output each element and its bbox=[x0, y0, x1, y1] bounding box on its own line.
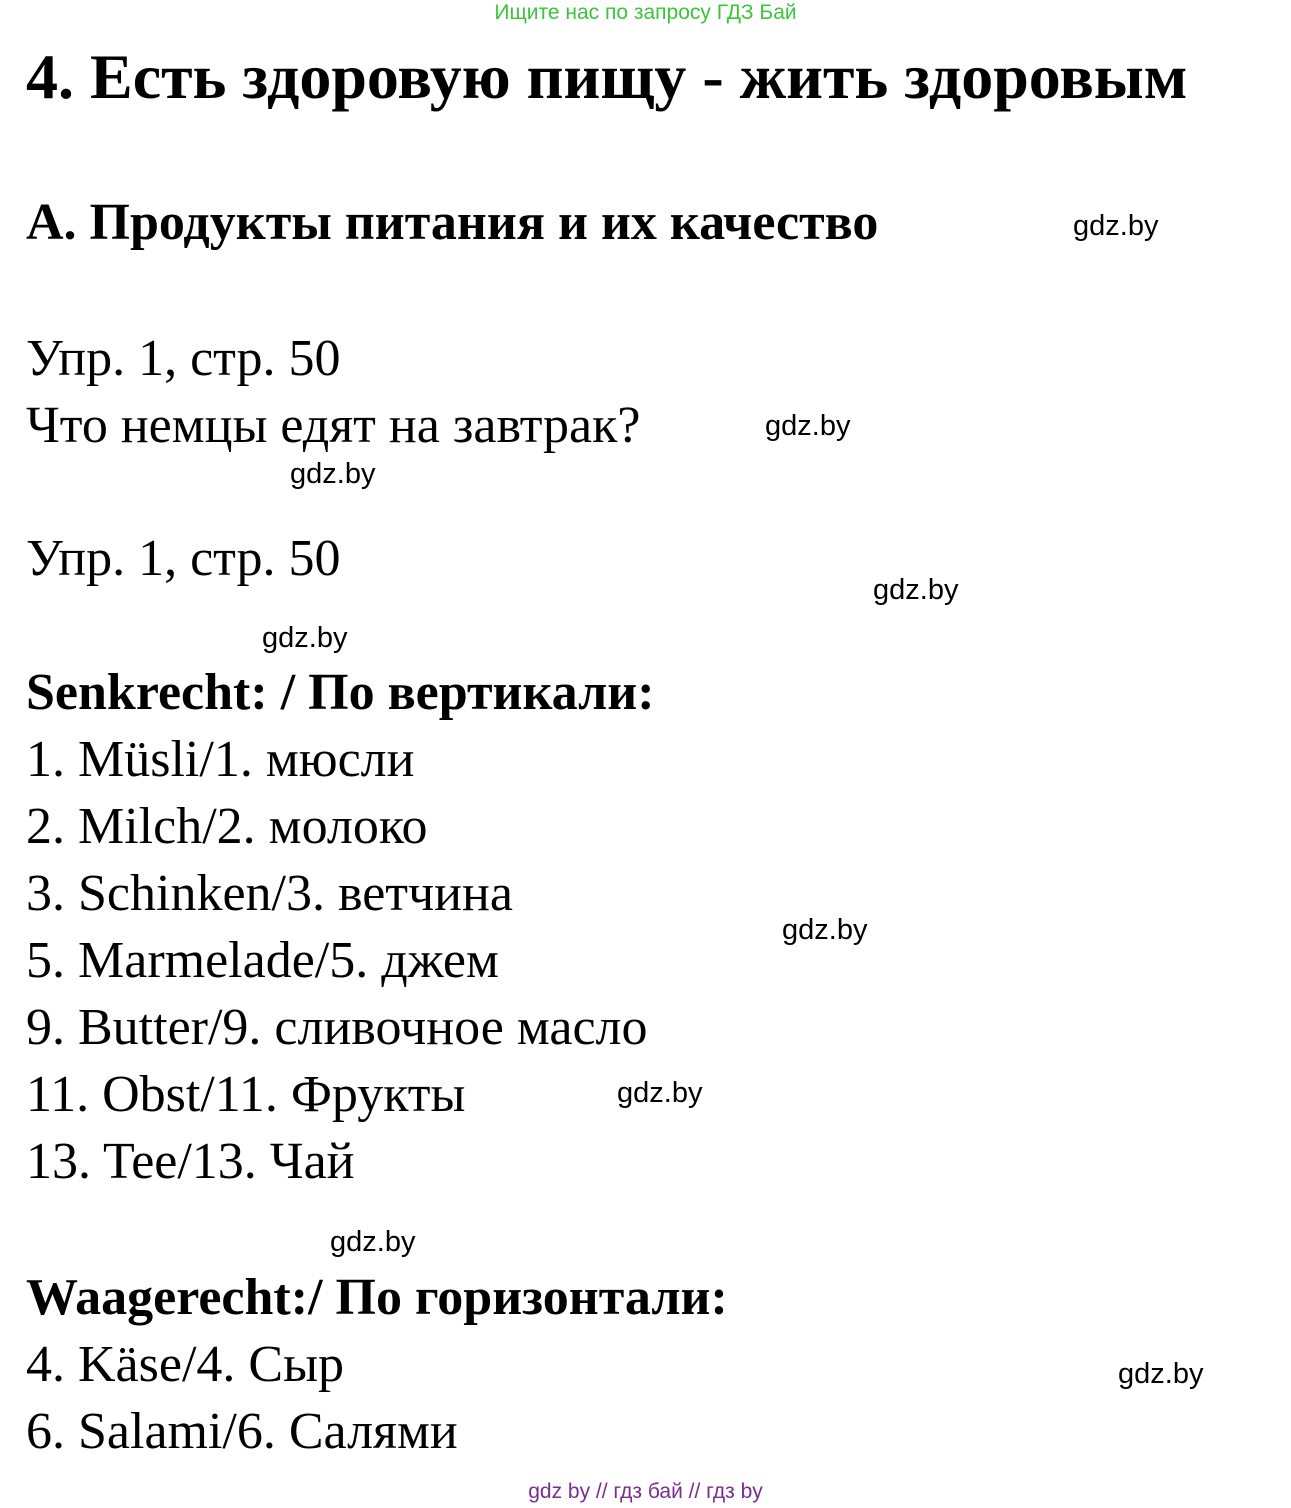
horizontal-item: 6. Salami/6. Салями bbox=[26, 1403, 458, 1460]
watermark: gdz.by bbox=[290, 458, 376, 490]
footer-links: gdz by // гдз бай // гдз by bbox=[528, 1480, 763, 1503]
watermark: gdz.by bbox=[873, 574, 959, 606]
vertical-heading: Senkrecht: / По вертикали: bbox=[26, 664, 655, 721]
exercise-2-ref: Упр. 1, стр. 50 bbox=[26, 530, 341, 587]
horizontal-item: 4. Käse/4. Сыр bbox=[26, 1336, 345, 1393]
watermark: gdz.by bbox=[1118, 1358, 1204, 1390]
top-search-note: Ищите нас по запросу ГДЗ Бай bbox=[494, 1, 797, 24]
watermark: gdz.by bbox=[330, 1226, 416, 1258]
chapter-title: 4. Есть здоровую пищу - жить здоровым bbox=[26, 41, 1188, 112]
watermark: gdz.by bbox=[617, 1077, 703, 1109]
vertical-item: 2. Milch/2. молоко bbox=[26, 798, 428, 855]
exercise-1-ref: Упр. 1, стр. 50 bbox=[26, 330, 341, 387]
watermark: gdz.by bbox=[782, 914, 868, 946]
section-title: А. Продукты питания и их качество bbox=[26, 194, 879, 251]
watermark: gdz.by bbox=[262, 622, 348, 654]
horizontal-heading: Waagerecht:/ По горизонтали: bbox=[26, 1269, 728, 1326]
vertical-item: 13. Tee/13. Чай bbox=[26, 1133, 355, 1190]
exercise-1-question: Что немцы едят на завтрак? bbox=[26, 397, 641, 454]
watermark: gdz.by bbox=[1073, 210, 1159, 242]
vertical-item: 3. Schinken/3. ветчина bbox=[26, 865, 513, 922]
watermark: gdz.by bbox=[765, 410, 851, 442]
vertical-item: 9. Butter/9. сливочное масло bbox=[26, 999, 648, 1056]
vertical-item: 1. Müsli/1. мюсли bbox=[26, 731, 415, 788]
vertical-item: 5. Marmelade/5. джем bbox=[26, 932, 499, 989]
vertical-item: 11. Obst/11. Фрукты bbox=[26, 1066, 466, 1123]
